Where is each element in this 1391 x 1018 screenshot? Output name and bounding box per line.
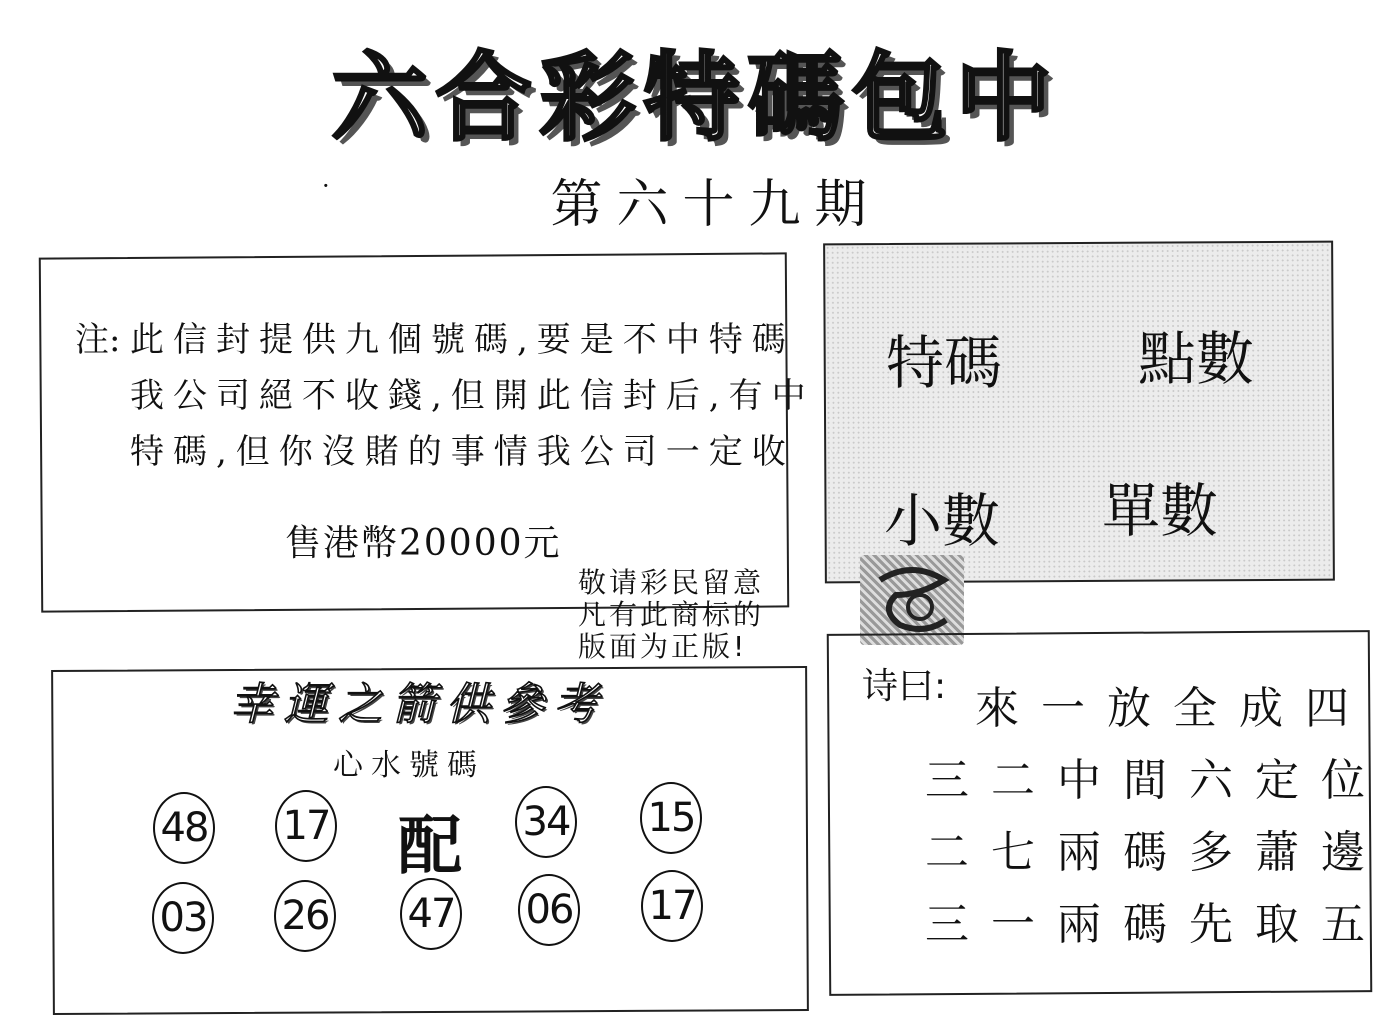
poem-line: 二七兩碼多蕭邊 (925, 827, 1387, 878)
number-ball: 17 (641, 870, 703, 942)
note-line: 此信封提供九個號碼,要是不中特碼 (130, 320, 795, 360)
poem-label: 诗曰: (862, 666, 947, 707)
special-item: 小數 (884, 487, 1001, 555)
decorative-dot: · (322, 172, 330, 200)
pei-character: 配 (398, 809, 462, 884)
poem-line: 來一放全成四 (975, 683, 1371, 734)
number-ball: 03 (152, 882, 214, 954)
notice-line: 凡有此商标的 (578, 598, 765, 631)
number-ball: 48 (153, 792, 215, 864)
number-ball: 17 (275, 790, 337, 862)
special-item: 單數 (1102, 477, 1219, 545)
number-ball: 26 (274, 880, 336, 952)
poem-line: 三一兩碼先取五 (925, 899, 1387, 950)
price-text: 售港幣20000元 (285, 523, 562, 564)
page-title: 六合彩特碼包中 (331, 42, 1060, 154)
issue-number: 第六十九期 (550, 175, 881, 235)
note-prefix: 注: (75, 320, 121, 360)
notice-line: 版面为正版! (578, 630, 748, 663)
note-line: 特碼,但你沒賭的事情我公司一定收 (130, 432, 795, 472)
number-ball: 15 (640, 782, 702, 854)
number-ball: 06 (518, 874, 580, 946)
special-item: 特碼 (886, 329, 1003, 397)
heart-label: 心水號碼 (333, 748, 485, 783)
number-ball: 47 (400, 878, 462, 950)
trademark-stamp-icon (860, 555, 964, 645)
note-line: 我公司絕不收錢,但開此信封后,有中 (130, 376, 815, 416)
poem-line: 三二中間六定位 (925, 755, 1387, 806)
notice-line: 敬请彩民留意 (578, 566, 765, 599)
lucky-title: 幸運之箭供參考 (230, 679, 608, 730)
number-ball: 34 (515, 786, 577, 858)
special-item: 點數 (1138, 325, 1255, 393)
